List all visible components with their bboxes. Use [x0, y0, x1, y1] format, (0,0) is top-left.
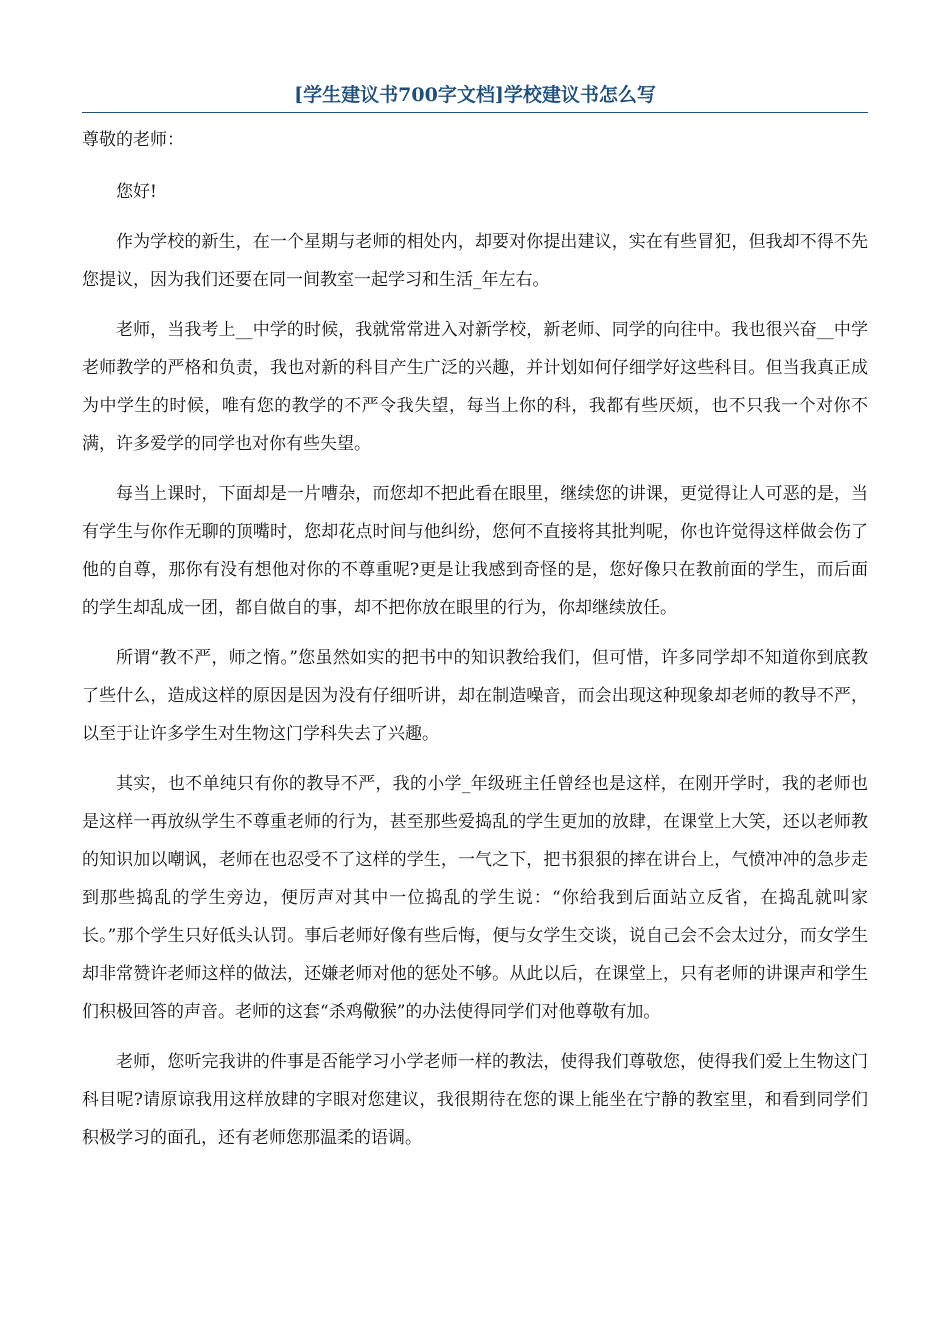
letter-body	[82, 121, 868, 1157]
letter-paragraph: 老师，当我考上__中学的时候，我就常常进入对新学校，新老师、同学的向往中。我也很兴奋__中学老师教学的严格和负责，我也对新的科目产生广泛的兴趣，并计划如何仔细学好这些科目。但当我真正成为中学生的时候，唯有您的教学的不严令我失望，每当上你的科，我都有些厌烦，也不只我一个对你不满，许多爱学的同学也对你有些失望。	[82, 320, 868, 454]
letter-paragraph: 老师，您听完我讲的件事是否能学习小学老师一样的教法，使得我们尊敬您，使得我们爱上生物这门科目呢?请原谅我用这样放肆的字眼对您建议，我很期待在您的课上能坐在宁静的教室里，和看到同学们积极学习的面孔，还有老师您那温柔的语调。	[82, 1052, 868, 1148]
letter-paragraph: 作为学校的新生，在一个星期与老师的相处内，却要对你提出建议，实在有些冒犯，但我却不得不先您提议，因为我们还要在同一间教室一起学习和生活_年左右。	[82, 232, 868, 290]
letter-paragraph: 其实，也不单纯只有你的教导不严，我的小学_年级班主任曾经也是这样，在刚开学时，我的老师也是这样一再放纵学生不尊重老师的行为，甚至那些爱捣乱的学生更加的放肆，在课堂上大笑，还以老师教的知识加以嘲讽，老师在也忍受不了这样的学生，一气之下，把书狠狠的摔在讲台上，气愤冲冲的急步走到那些捣乱的学生旁边，便厉声对其中一位捣乱的学生说：“你给我到后面站立反省，在捣乱就叫家长。”那个学生只好低头认罚。事后老师好像有些后悔，便与女学生交谈，说自己会不会太过分，而女学生却非常赞许老师这样的做法，还嫌老师对他的惩处不够。从此以后，在课堂上，只有老师的讲课声和学生们积极回答的声音。老师的这套“杀鸡儆猴”的办法使得同学们对他尊敬有加。	[82, 774, 868, 1022]
document-title: [学生建议书700字文档]学校建议书怎么写	[294, 84, 656, 106]
letter-paragraph: 每当上课时，下面却是一片嘈杂，而您却不把此看在眼里，继续您的讲课，更觉得让人可恶的是，当有学生与你作无聊的顶嘴时，您却花点时间与他纠纷，您何不直接将其批判呢，你也许觉得这样做会伤了他的自尊，那你有没有想他对你的不尊重呢?更是让我感到奇怪的是，您好像只在教前面的学生，而后面的学生却乱成一团，都自做自的事，却不把你放在眼里的行为，你却继续放任。	[82, 484, 868, 618]
page-header	[82, 78, 868, 113]
letter-salutation: 尊敬的老师：	[82, 130, 184, 150]
letter-greeting: 您好!	[116, 182, 157, 202]
letter-paragraph: 所谓“教不严，师之惰。”您虽然如实的把书中的知识教给我们，但可惜，许多同学却不知道你到底教了些什么，造成这样的原因是因为没有仔细听讲，却在制造噪音，而会出现这种现象却老师的教导不严，以至于让许多学生对生物这门学科失去了兴趣。	[82, 648, 868, 744]
